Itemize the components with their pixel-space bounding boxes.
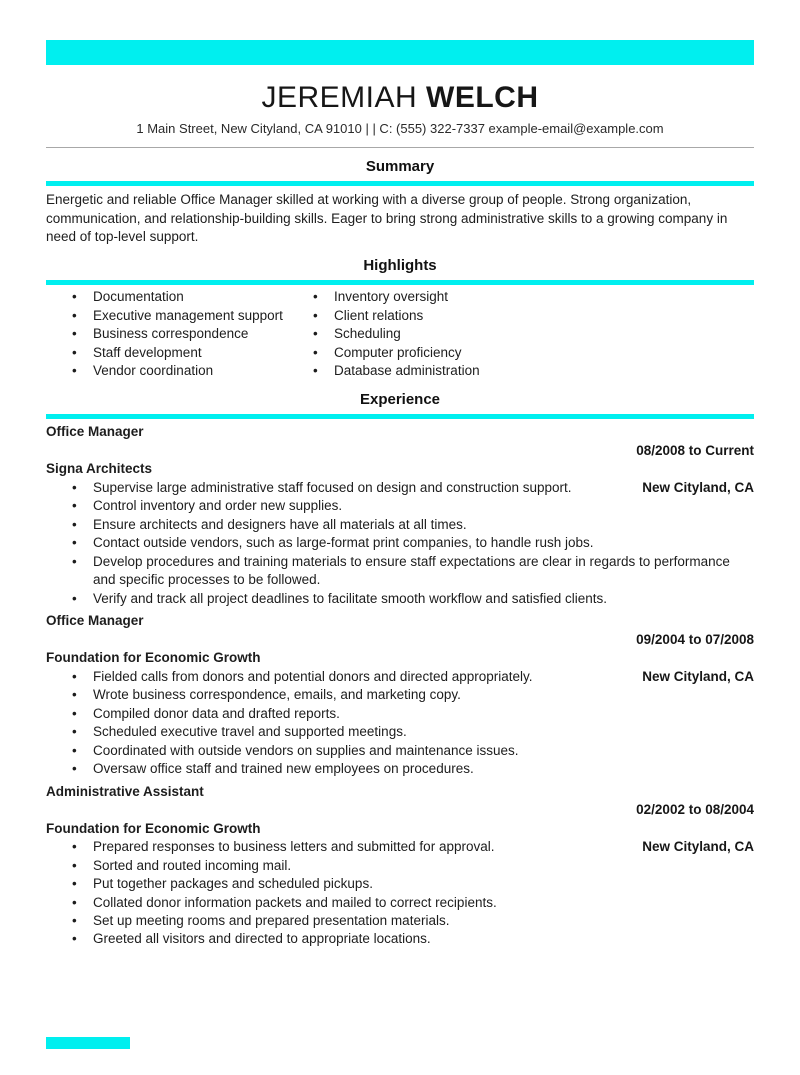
- job-bullet: • Develop procedures and training materials to ensure staff expectations are clear in regards to performance and specific processes to be followed.: [72, 553, 754, 590]
- highlights-right-list: [313, 288, 754, 380]
- highlight-item: • Scheduling: [313, 325, 754, 343]
- highlight-item: • Database administration: [313, 362, 754, 380]
- top-accent-bar: [46, 40, 754, 65]
- resume-page: [0, 40, 800, 949]
- highlights-left-list: [72, 288, 313, 380]
- job-bullet-list: [72, 479, 754, 608]
- job-location: New Cityland, CA: [642, 479, 754, 495]
- job-dates: 02/2002 to 08/2004: [636, 802, 754, 818]
- highlights-section: [46, 256, 754, 381]
- job-bullet: • Oversaw office staff and trained new employees on procedures.: [72, 760, 754, 778]
- job-bullet: • Put together packages and scheduled pickups.: [72, 875, 754, 893]
- company-name: Foundation for Economic Growth: [46, 650, 261, 666]
- highlight-item: • Computer proficiency: [313, 344, 754, 362]
- job-bullet: • Collated donor information packets and mailed to correct recipients.: [72, 894, 754, 912]
- experience-accent-rule: [46, 414, 754, 419]
- experience-section: [46, 390, 754, 949]
- summary-heading: Summary: [365, 157, 435, 175]
- job-title: Office Manager: [46, 424, 144, 440]
- job-bullet: • Contact outside vendors, such as large-format print companies, to handle rush jobs.: [72, 534, 754, 552]
- highlight-item: • Vendor coordination: [72, 362, 313, 380]
- company-name: Foundation for Economic Growth: [46, 820, 261, 836]
- job-bullet: • Scheduled executive travel and supported meetings.: [72, 723, 754, 741]
- job-location: New Cityland, CA: [642, 839, 754, 855]
- highlights-columns: [72, 288, 754, 380]
- highlights-accent-rule: [46, 280, 754, 285]
- job-bullet: • Fielded calls from donors and potential donors and directed appropriately.: [72, 668, 754, 686]
- job-bullet: • Compiled donor data and drafted reports.: [72, 705, 754, 723]
- job-bullet: • Supervise large administrative staff focused on design and construction support.: [72, 479, 754, 497]
- job-title: Administrative Assistant: [46, 783, 204, 799]
- first-name: JEREMIAH: [261, 81, 418, 114]
- job-bullet: • Prepared responses to business letters and submitted for approval.: [72, 838, 754, 856]
- highlight-item: • Business correspondence: [72, 325, 313, 343]
- job-entry: [46, 783, 754, 949]
- highlight-item: • Staff development: [72, 344, 313, 362]
- job-bullet: • Coordinated with outside vendors on supplies and maintenance issues.: [72, 742, 754, 760]
- highlight-item: • Inventory oversight: [313, 288, 754, 306]
- job-location: New Cityland, CA: [642, 668, 754, 684]
- job-bullet: • Verify and track all project deadlines to facilitate smooth workflow and satisfied clients.: [72, 590, 754, 608]
- job-dates: 09/2004 to 07/2008: [636, 631, 754, 647]
- job-bullet: • Wrote business correspondence, emails, and marketing copy.: [72, 686, 754, 704]
- summary-section: [46, 157, 754, 247]
- job-bullet-list: [72, 668, 754, 779]
- last-name: WELCH: [426, 81, 539, 114]
- highlight-item: • Client relations: [313, 307, 754, 325]
- candidate-name: [46, 77, 754, 118]
- summary-accent-rule: [46, 181, 754, 186]
- job-dates: 08/2008 to Current: [636, 442, 754, 458]
- job-bullet: • Greeted all visitors and directed to appropriate locations.: [72, 930, 754, 948]
- job-entry: [46, 612, 754, 778]
- job-bullet: • Control inventory and order new supplies.: [72, 497, 754, 515]
- job-bullet: • Set up meeting rooms and prepared presentation materials.: [72, 912, 754, 930]
- summary-text: Energetic and reliable Office Manager skilled at working with a diverse group of people. Strong organization, communication, and relationship-building skills. Eager to bring strong administrative skills to a growing company in need of top-level support.: [46, 192, 728, 245]
- job-bullet: • Ensure architects and designers have all materials at all times.: [72, 516, 754, 534]
- bottom-accent-strip: [46, 1037, 130, 1049]
- highlight-item: • Executive management support: [72, 307, 313, 325]
- contact-line: 1 Main Street, New Cityland, CA 91010 | | C: (555) 322-7337 example-email@example.com: [46, 120, 754, 148]
- job-title: Office Manager: [46, 613, 144, 629]
- job-bullet-list: [72, 838, 754, 949]
- highlight-item: • Documentation: [72, 288, 313, 306]
- company-name: Signa Architects: [46, 461, 153, 477]
- highlights-heading: Highlights: [363, 256, 437, 274]
- job-bullet: • Sorted and routed incoming mail.: [72, 857, 754, 875]
- job-entry: [46, 423, 754, 608]
- experience-heading: Experience: [359, 390, 441, 408]
